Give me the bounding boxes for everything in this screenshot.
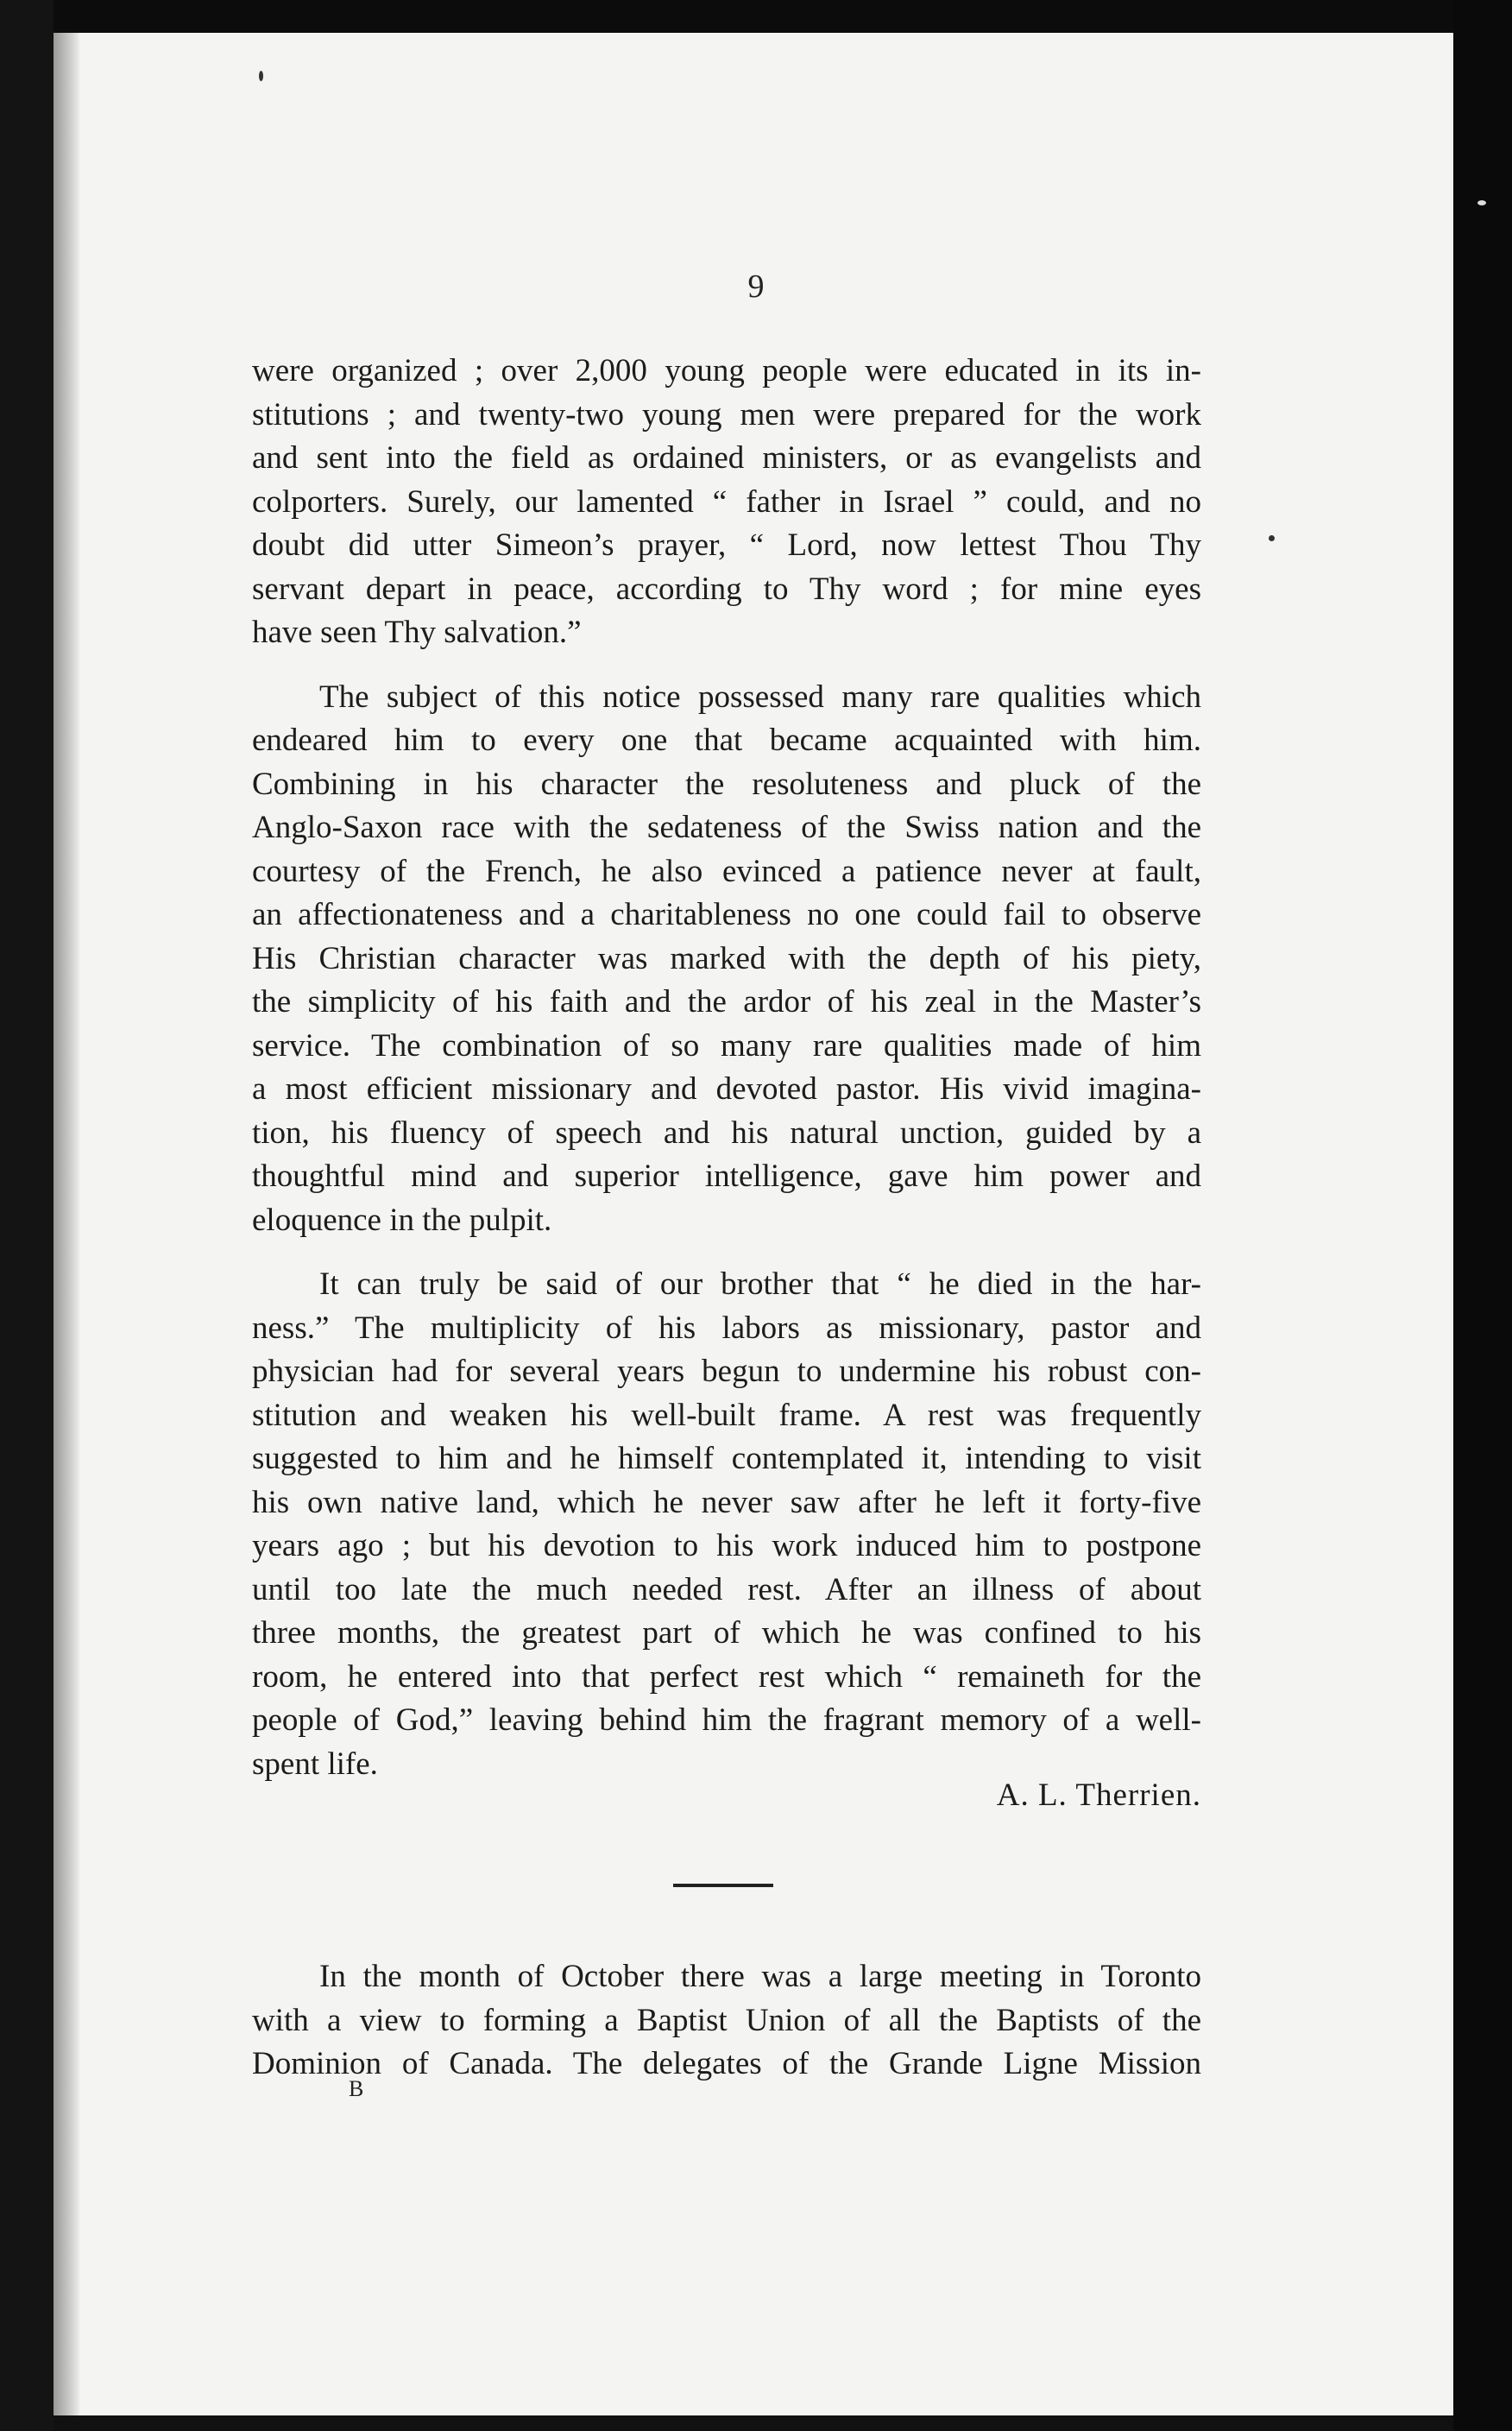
text-line: room, he entered into that perfect rest which “ remaineth for the bbox=[252, 1658, 1201, 1695]
scan-top-border bbox=[0, 0, 1512, 33]
paragraph-3 bbox=[252, 1263, 1201, 1786]
text-line: courtesy of the French, he also evinced a patience never at fault, bbox=[252, 853, 1201, 889]
text-line: stitutions ; and twenty-two young men were prepared for the work bbox=[252, 396, 1201, 433]
text-line: servant depart in peace, according to Thy word ; for mine eyes bbox=[252, 571, 1201, 607]
body-text bbox=[252, 350, 1201, 1807]
ink-speck bbox=[1269, 535, 1275, 541]
text-line: the simplicity of his faith and the ardor of his zeal in the Master’s bbox=[252, 984, 1201, 1020]
printer-signature-mark: B bbox=[349, 2076, 364, 2101]
text-line: and sent into the field as ordained ministers, or as evangelists and bbox=[252, 440, 1201, 476]
text-line: doubt did utter Simeon’s prayer, “ Lord, now lettest Thou Thy bbox=[252, 527, 1201, 563]
text-line: an affectionateness and a charitableness no one could fail to observe bbox=[252, 897, 1201, 932]
text-line: years ago ; but his devotion to his work induced him to postpone bbox=[252, 1528, 1201, 1563]
section-divider bbox=[673, 1884, 773, 1887]
text-line: suggested to him and he himself contemplated it, intending to visit bbox=[252, 1441, 1201, 1476]
ink-speck bbox=[259, 71, 263, 81]
scan-right-border bbox=[1453, 0, 1512, 2431]
text-line: physician had for several years begun to undermine his robust con- bbox=[252, 1354, 1201, 1389]
text-line: Dominion of Canada. The delegates of the Grande Ligne Mission bbox=[252, 2046, 1201, 2081]
text-line: spent life. bbox=[252, 1746, 378, 1782]
text-line: three months, the greatest part of which he was confined to his bbox=[252, 1615, 1201, 1651]
text-line: eloquence in the pulpit. bbox=[252, 1202, 552, 1238]
text-line: endeared him to every one that became acquainted with him. bbox=[252, 723, 1201, 758]
text-line: service. The combination of so many rare qualities made of him bbox=[252, 1027, 1201, 1064]
text-line: people of God,” leaving behind him the fragrant memory of a well- bbox=[252, 1702, 1201, 1738]
text-line: tion, his fluency of speech and his natural unction, guided by a bbox=[252, 1114, 1201, 1151]
text-line: In the month of October there was a large meeting in Toronto bbox=[319, 1959, 1201, 1994]
text-line: a most efficient missionary and devoted pastor. His vivid imagina- bbox=[252, 1071, 1201, 1107]
paragraph-2 bbox=[252, 676, 1201, 1243]
ink-speck bbox=[1477, 200, 1486, 205]
text-line: until too late the much needed rest. After an illness of about bbox=[252, 1571, 1201, 1607]
closing-paragraph bbox=[252, 1955, 1201, 2087]
author-signature: A. L. Therrien. bbox=[996, 1777, 1201, 1813]
page-number: 9 bbox=[747, 268, 765, 305]
paragraph-1 bbox=[252, 350, 1201, 655]
scan-left-border bbox=[0, 0, 54, 2431]
text-line: colporters. Surely, our lamented “ father in Israel ” could, and no bbox=[252, 483, 1201, 520]
text-line: his own native land, which he never saw after he left it forty-five bbox=[252, 1484, 1201, 1520]
text-line: ness.” The multiplicity of his labors as missionary, pastor and bbox=[252, 1310, 1201, 1346]
text-line: The subject of this notice possessed many rare qualities which bbox=[319, 679, 1201, 715]
text-line: Combining in his character the resoluteness and pluck of the bbox=[252, 766, 1201, 802]
text-line: It can truly be said of our brother that “ he died in the har- bbox=[319, 1266, 1201, 1302]
text-line: were organized ; over 2,000 young people were educated in its in- bbox=[252, 353, 1201, 388]
text-line: Anglo-Saxon race with the sedateness of the Swiss nation and the bbox=[252, 810, 1201, 845]
text-line: thoughtful mind and superior intelligence, gave him power and bbox=[252, 1159, 1201, 1194]
page-gutter-shadow bbox=[54, 33, 79, 2415]
text-line: His Christian character was marked with the depth of his piety, bbox=[252, 940, 1201, 976]
text-line: stitution and weaken his well-built frame. A rest was frequently bbox=[252, 1397, 1201, 1433]
text-line: have seen Thy salvation.” bbox=[252, 615, 582, 650]
text-line: with a view to forming a Baptist Union of all the Baptists of the bbox=[252, 2002, 1201, 2038]
